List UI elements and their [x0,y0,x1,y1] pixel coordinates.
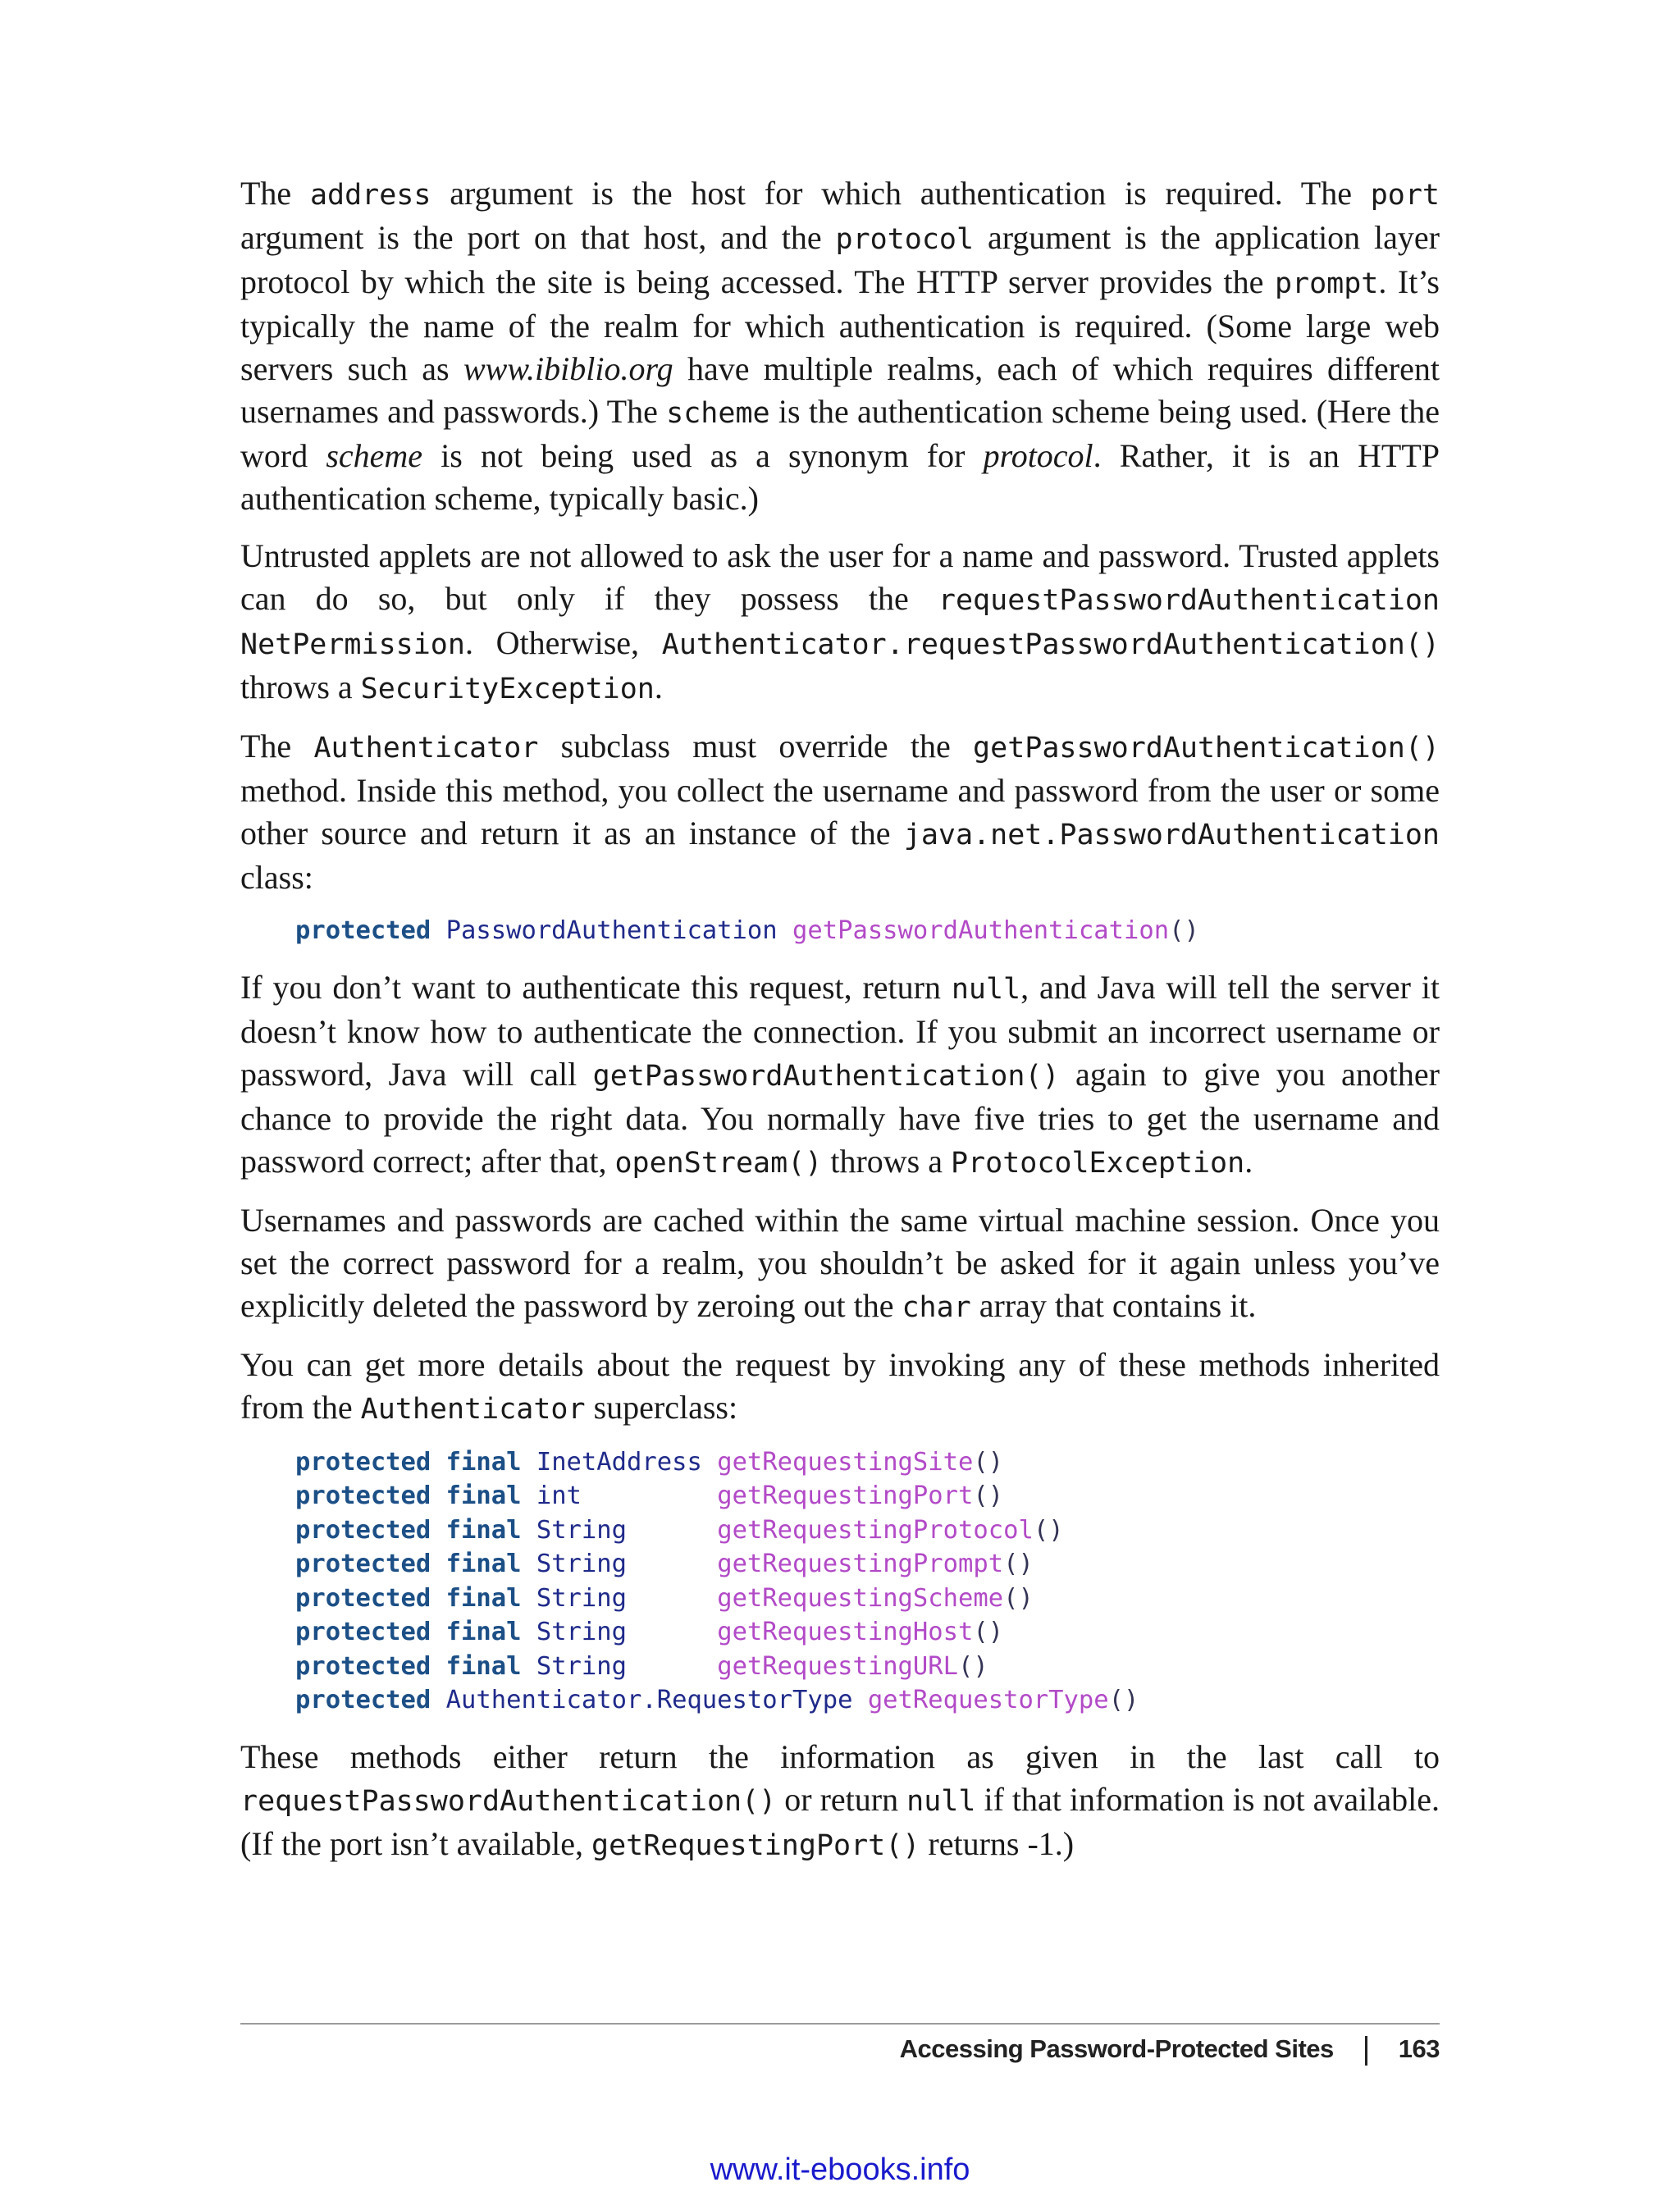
code-line: protected final String getRequestingHost() [295,1618,1004,1646]
code-block-2 [295,1445,1440,1718]
paragraph-6: You can get more details about the request by invoking any of these methods inherited from the Authenticator superclass: [240,1345,1440,1426]
watermark-link[interactable]: www.it-ebooks.info [710,2152,970,2187]
code-line: protected final String getRequestingPrompt() [295,1550,1034,1578]
paragraph-1: The address argument is the host for which authentication is required. The port argument is the port on that host, and the protocol argument is the application layer protocol by which the site is being accessed. The HTTP server provides the prompt. It’s typically the name of the realm for which authentication is required. (Some large web servers such as www.ibiblio.org have multiple realms, each of which requires different usernames and passwords.) The scheme is the authentication scheme being used. (Here the word scheme is not being used as a synonym for protocol. Rather, it is an HTTP authentication scheme, typically basic.) [240,175,1440,517]
code-line: protected Authenticator.RequestorType getRequestorType() [295,1686,1139,1714]
footer-separator [1365,2036,1367,2066]
running-section-title: Accessing Password-Protected Sites [899,2034,1334,2063]
page-number: 163 [1398,2034,1440,2063]
code-line: protected final InetAddress getRequestingSite() [295,1447,1004,1477]
paragraph-3: The Authenticator subclass must override the getPasswordAuthentication() method. Inside this method, you collect the username and password from the user or some other source and return it as an instance of the java.net.PasswordAuthentication class: [240,728,1440,896]
code-line: protected final int getRequestingPort() [295,1481,1004,1510]
code-block-1: protected PasswordAuthentication getPasswordAuthentication() [295,916,1199,945]
paragraph-7: These methods either return the information as given in the last call to requestPasswordAuthentication() or return null if that information is not available. (If the port isn’t available, getRequestingPort() returns -1.) [240,1737,1440,1862]
code-line: protected final String getRequestingScheme() [295,1583,1034,1613]
page-footer [240,2034,1440,2075]
paragraph-4: If you don’t want to authenticate this request, return null, and Java will tell the server it doesn’t know how to authenticate the connection. If you submit an incorrect username or password, Java will call getPasswordAuthentication() again to give you another chance to provide the right data. You normally have five tries to get the username and password correct; after that, openStream() throws a ProtocolException. [240,968,1440,1180]
footer-divider [240,2023,1440,2025]
paragraph-5: Usernames and passwords are cached within the same virtual machine session. Once you set the correct password for a realm, you shouldn’t be asked for it again unless you’ve explicitly deleted the password by zeroing out the char array that contains it. [240,1201,1440,1324]
paragraph-2: Untrusted applets are not allowed to ask the user for a name and password. Trusted applets can do so, but only if they possess the requestPasswordAuthentication NetPermission. Otherwise, Authenticator.requestPasswordAuthentication() throws a SecurityException. [240,537,1440,705]
code-line: protected final String getRequestingProtocol() [295,1515,1064,1545]
code-line: protected final String getRequestingURL() [295,1651,988,1681]
page-body [240,172,1440,1882]
